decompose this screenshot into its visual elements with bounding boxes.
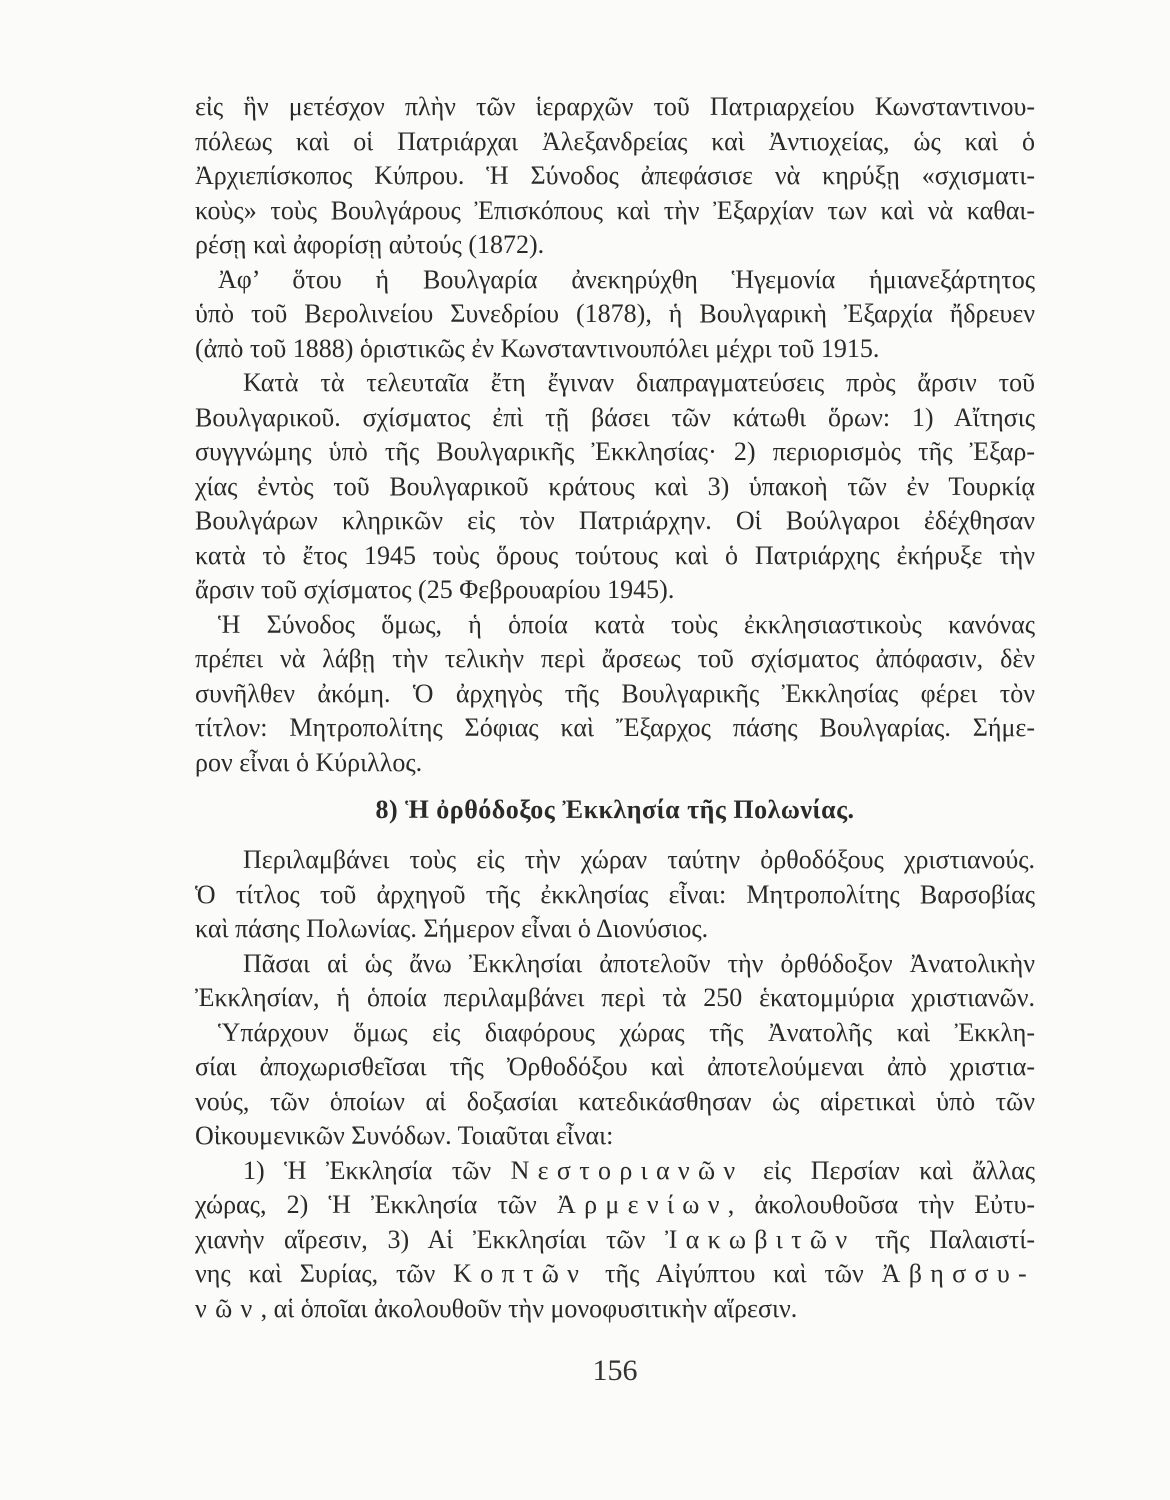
text-line: Περιλαμβάνει τοὺς εἰς τὴν χώραν ταύτην ὀρθοδόξους χριστιανούς. [243, 845, 1035, 874]
spaced-name: Ἀβησσυ- [881, 1259, 1035, 1288]
text-line: πόλεως καὶ οἱ Πατριάρχαι Ἀλεξανδρείας καὶ Ἀντιοχείας, ὡς καὶ ὁ [195, 126, 1035, 156]
text-line [195, 1188, 1035, 1223]
text-segment: 1) Ἡ Ἐκκλησία τῶν [243, 1155, 511, 1185]
spaced-name: Ἀρμενίων [557, 1190, 728, 1219]
text-line: Ἐκκλησίαν, ἡ ὁποία περιλαμβάνει περὶ τὰ 250 ἑκατομμύρια χριστιανῶν. [195, 983, 1035, 1012]
text-line: Πᾶσαι αἱ ὡς ἄνω Ἐκκλησίαι ἀποτελοῦν τὴν ὀρθόδοξον Ἀνατολικὴν [243, 948, 1035, 978]
text-line: Ἀφ’ ὅτου ἡ Βουλγαρία ἀνεκηρύχθη Ἡγεμονία ἡμιανεξάρτητος [218, 264, 1035, 294]
text-line: Ἡ Σύνοδος ὅμως, ἡ ὁποία κατὰ τοὺς ἐκκλησιαστικοὺς κανόνας [218, 609, 1035, 639]
paragraph [195, 947, 1035, 1016]
text-line: Ἀρχιεπίσκοπος Κύπρου. Ἡ Σύνοδος ἀπεφάσισε νὰ κηρύξῃ «σχισματι- [195, 161, 1035, 190]
text-line [195, 1257, 1035, 1292]
text-line [195, 1292, 1035, 1327]
text-segment: , αἱ ὁποῖαι ἀκολουθοῦν τὴν μονοφυσιτικὴν αἵρεσιν. [260, 1293, 798, 1323]
text-segment: χιανὴν αἵρεσιν, 3) Αἱ Ἐκκλησίαι τῶν [195, 1224, 666, 1254]
text-line: συνῆλθεν ἀκόμη. Ὁ ἀρχηγὸς τῆς Βουλγαρικῆς Ἐκκλησίας φέρει τὸν [195, 678, 1035, 708]
text-line: Κατὰ τὰ τελευταῖα ἔτη ἔγιναν διαπραγματεύσεις πρὸς ἄρσιν τοῦ [243, 368, 1035, 397]
text-line [195, 1223, 1035, 1258]
text-line: κοὺς» τοὺς Βουλγάρους Ἐπισκόπους καὶ τὴν Ἐξαρχίαν των καὶ νὰ καθαι- [195, 195, 1035, 225]
text-segment: χώρας, 2) Ἡ Ἐκκλησία τῶν [195, 1190, 557, 1219]
text-segment: τῆς Παλαιστί- [855, 1224, 1035, 1254]
text-line: Ὑπάρχουν ὅμως εἰς διαφόρους χώρας τῆς Ἀνατολῆς καὶ Ἐκκλη- [218, 1017, 1035, 1047]
spaced-name: Κοπτῶν [453, 1259, 588, 1288]
paragraph [195, 263, 1035, 367]
text-line: ὑπὸ τοῦ Βερολινείου Συνεδρίου (1878), ἡ Βουλγαρικὴ Ἐξαρχία ἤδρευεν [195, 299, 1035, 328]
paragraph [195, 1154, 1035, 1327]
text-line: εἰς ἣν μετέσχον πλὴν τῶν ἱεραρχῶν τοῦ Πατριαρχείου Κωνσταντινου- [195, 92, 1035, 121]
spaced-name: Νεστοριανῶν [510, 1155, 744, 1185]
paragraph [195, 366, 1035, 608]
text-line: Βουλγάρων κληρικῶν εἰς τὸν Πατριάρχην. Οἱ Βούλγαροι ἐδέχθησαν [195, 506, 1035, 535]
paragraph [195, 843, 1035, 947]
text-segment: εἰς Περσίαν καὶ ἄλλας [743, 1155, 1035, 1185]
paragraph [195, 1016, 1035, 1154]
spaced-name: νῶν [195, 1293, 261, 1323]
text-segment: τῆς Αἰγύπτου καὶ τῶν [587, 1259, 882, 1288]
text-line: σίαι ἀποχωρισθεῖσαι τῆς Ὀρθοδόξου καὶ ἀποτελούμεναι ἀπὸ χριστια- [195, 1052, 1035, 1081]
text-line: πρέπει νὰ λάβῃ τὴν τελικὴν περὶ ἄρσεως τοῦ σχίσματος ἀπόφασιν, δὲν [195, 644, 1035, 673]
section-heading: 8) Ἡ ὀρθόδοξος Ἐκκλησία τῆς Πολωνίας. [375, 795, 855, 824]
text-segment: νης καὶ Συρίας, τῶν [195, 1259, 454, 1288]
page-text [195, 90, 1035, 1326]
text-line: χίας ἐντὸς τοῦ Βουλγαρικοῦ κράτους καὶ 3) ὑπακοὴ τῶν ἐν Τουρκίᾳ [195, 471, 1035, 501]
text-line: Ὁ τίτλος τοῦ ἀρχηγοῦ τῆς ἐκκλησίας εἶναι: Μητροπολίτης Βαρσοβίας [195, 879, 1035, 909]
text-line: ρέσῃ καὶ ἀφορίσῃ αὐτούς (1872). [195, 230, 545, 259]
text-line: Οἰκουμενικῶν Συνόδων. Τοιαῦται εἶναι: [195, 1121, 614, 1150]
paragraph [195, 608, 1035, 781]
text-line [195, 1154, 1035, 1189]
text-line: καὶ πάσης Πολωνίας. Σήμερον εἶναι ὁ Διονύσιος. [195, 914, 709, 943]
text-line: ρον εἶναι ὁ Κύριλλος. [195, 747, 423, 777]
text-line: κατὰ τὸ ἔτος 1945 τοὺς ὅρους τούτους καὶ ὁ Πατριάρχης ἐκήρυξε τὴν [195, 540, 1035, 570]
text-line: Βουλγαρικοῦ. σχίσματος ἐπὶ τῇ βάσει τῶν κάτωθι ὅρων: 1) Αἴτησις [195, 402, 1035, 432]
paragraph [195, 90, 1035, 263]
text-line: ἄρσιν τοῦ σχίσματος (25 Φεβρουαρίου 1945). [195, 575, 675, 604]
page-number: 156 [592, 1354, 638, 1387]
text-line: συγγνώμης ὑπὸ τῆς Βουλγαρικῆς Ἐκκλησίας· 2) περιορισμὸς τῆς Ἐξαρ- [195, 437, 1035, 466]
text-line: (ἀπὸ τοῦ 1888) ὁριστικῶς ἐν Κωνσταντινουπόλει μέχρι τοῦ 1915. [195, 333, 880, 363]
text-segment: , ἀκολουθοῦσα τὴν Εὐτυ- [727, 1190, 1035, 1219]
text-line: τίτλον: Μητροπολίτης Σόφιας καὶ Ἔξαρχος πάσης Βουλγαρίας. Σήμε- [195, 713, 1035, 742]
text-line: νούς, τῶν ὁποίων αἱ δοξασίαι κατεδικάσθησαν ὡς αἱρετικαὶ ὑπὸ τῶν [195, 1086, 1035, 1116]
spaced-name: Ἰακωβιτῶν [665, 1224, 856, 1254]
